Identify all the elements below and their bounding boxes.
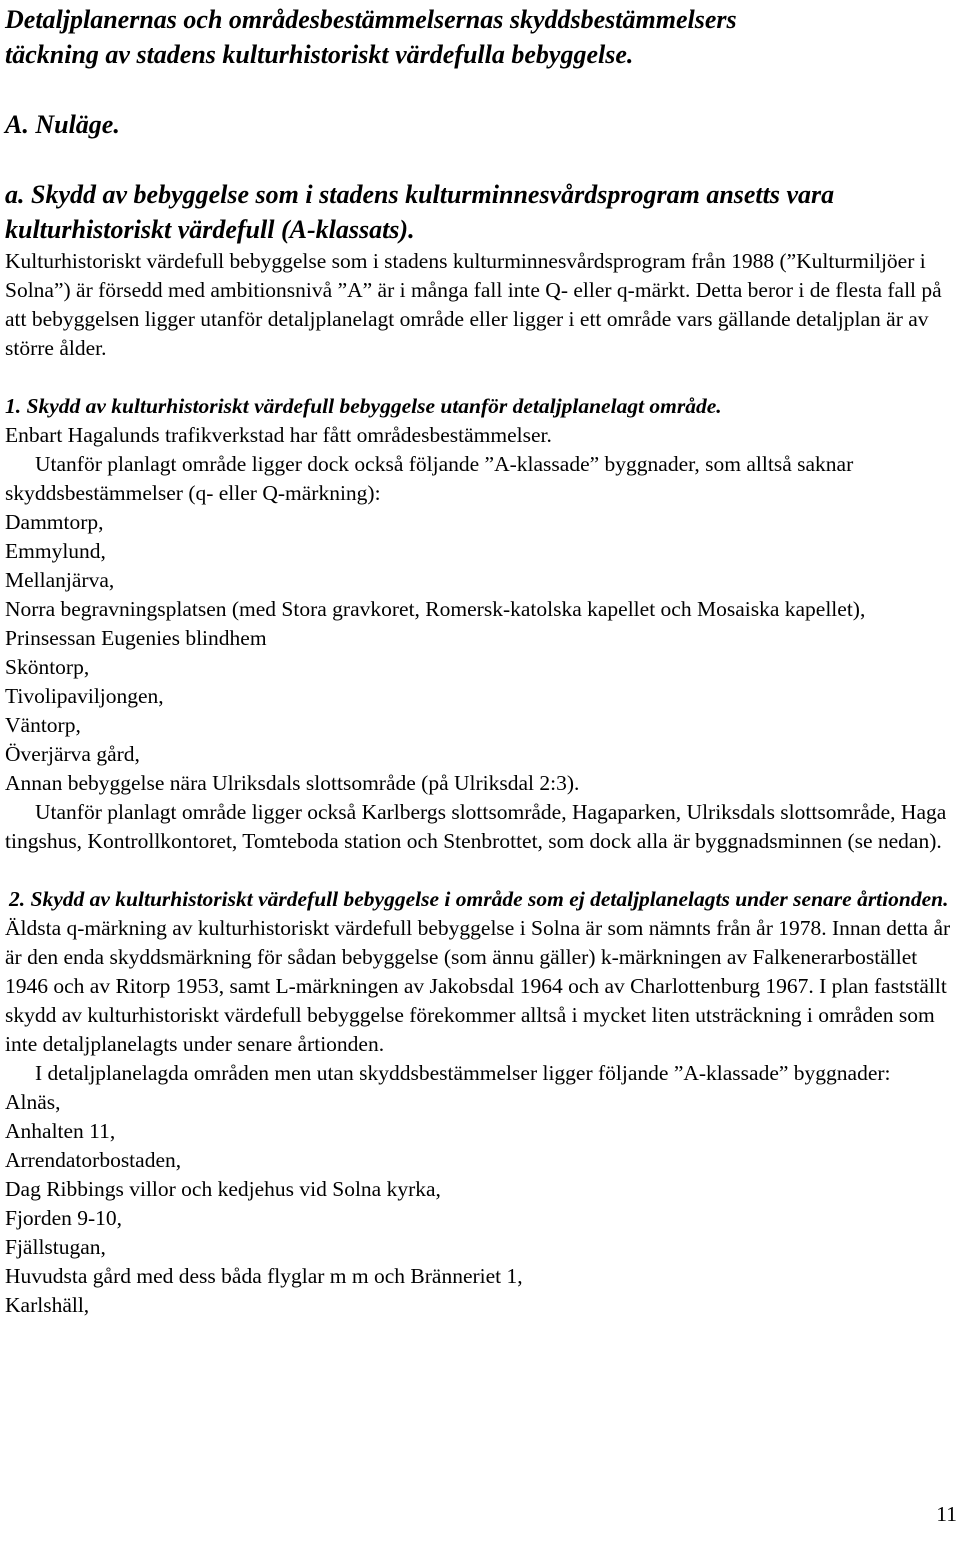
section-heading-a: A. Nuläge. — [5, 110, 120, 139]
list-item: Sköntorp, — [5, 655, 90, 679]
page-number: 11 — [936, 1502, 957, 1526]
list-item: Mellanjärva, — [5, 568, 115, 592]
paragraph-1a: Enbart Hagalunds trafikverkstad har fått områdesbestämmelser. — [5, 423, 552, 447]
list-unplanned-buildings — [5, 508, 955, 798]
intro-paragraph: Kulturhistoriskt värdefull bebyggelse som i stadens kulturminnesvårdsprogram från 1988 (”Kulturmiljöer i Solna”) är försedd med ambitionsnivå ”A” är i många fall inte Q- eller q-märkt. Detta beror i de flesta fall på att bebyggelsen ligger utanför detaljplanelagt område eller ligger i ett område vars gällande detaljplan är av större ålder. — [5, 249, 942, 360]
document-title-line-2: täckning av stadens kulturhistoriskt värdefulla bebyggelse. — [5, 40, 634, 69]
list-item: Överjärva gård, — [5, 742, 140, 766]
list-item: Tivolipaviljongen, — [5, 684, 164, 708]
subsection-heading-a-line-1: a. Skydd av bebyggelse som i stadens kulturminnesvårdsprogram ansetts vara — [5, 180, 835, 209]
paragraph-1b: Utanför planlagt område ligger dock också följande ”A-klassade” byggnader, som alltså saknar skyddsbestämmelser (q- eller Q-märkning): — [5, 452, 854, 505]
document-page — [5, 0, 955, 1320]
list-item: Huvudsta gård med dess båda flyglar m m och Bränneriet 1, — [5, 1264, 523, 1288]
list-item: Prinsessan Eugenies blindhem — [5, 626, 267, 650]
document-title-line-1: Detaljplanernas och områdesbestämmelsernas skyddsbestämmelsers — [5, 5, 737, 34]
list-item: Fjällstugan, — [5, 1235, 106, 1259]
list-planned-buildings — [5, 1088, 955, 1320]
list-item: Fjorden 9-10, — [5, 1206, 123, 1230]
list-item: Karlshäll, — [5, 1293, 90, 1317]
list-item: Väntorp, — [5, 713, 81, 737]
list-item: Alnäs, — [5, 1090, 61, 1114]
heading-section-2: 2. Skydd av kulturhistoriskt värdefull bebyggelse i område som ej detaljplanelagts under senare årtionden. — [9, 887, 949, 911]
paragraph-2a: Äldsta q-märkning av kulturhistoriskt värdefull bebyggelse i Solna är som nämnts från år 1978. Innan detta år är den enda skyddsmärkning för sådan bebyggelse (som ännu gäller) k-märkningen av Falkenerarbostället 1946 och av Ritorp 1953, samt L-märkningen av Jakobsdal 1964 och av Charlottenburg 1967. I plan fastställt skydd av kulturhistoriskt värdefull bebyggelse förekommer alltså i mycket liten utsträckning i områden som inte detaljplanelagts under senare årtionden. — [5, 916, 951, 1056]
list-item: Anhalten 11, — [5, 1119, 116, 1143]
paragraph-1c: Utanför planlagt område ligger också Karlbergs slottsområde, Hagaparken, Ulriksdals slottsområde, Haga tingshus, Kontrollkontoret, Tomteboda station och Stenbrottet, som dock alla är byggnadsminnen (se nedan). — [5, 800, 947, 853]
heading-section-1: 1. Skydd av kulturhistoriskt värdefull bebyggelse utanför detaljplanelagt område. — [5, 394, 722, 418]
subsection-heading-a-line-2: kulturhistoriskt värdefull (A-klassats). — [5, 215, 415, 244]
list-item: Emmylund, — [5, 539, 106, 563]
list-item: Annan bebyggelse nära Ulriksdals slottsområde (på Ulriksdal 2:3). — [5, 771, 580, 795]
paragraph-2b: I detaljplanelagda områden men utan skyddsbestämmelser ligger följande ”A-klassade” byggnader: — [35, 1061, 891, 1085]
list-item: Arrendatorbostaden, — [5, 1148, 182, 1172]
list-item: Dag Ribbings villor och kedjehus vid Solna kyrka, — [5, 1177, 441, 1201]
list-item: Norra begravningsplatsen (med Stora gravkoret, Romersk-katolska kapellet och Mosaiska kapellet), — [5, 597, 866, 621]
list-item: Dammtorp, — [5, 510, 104, 534]
